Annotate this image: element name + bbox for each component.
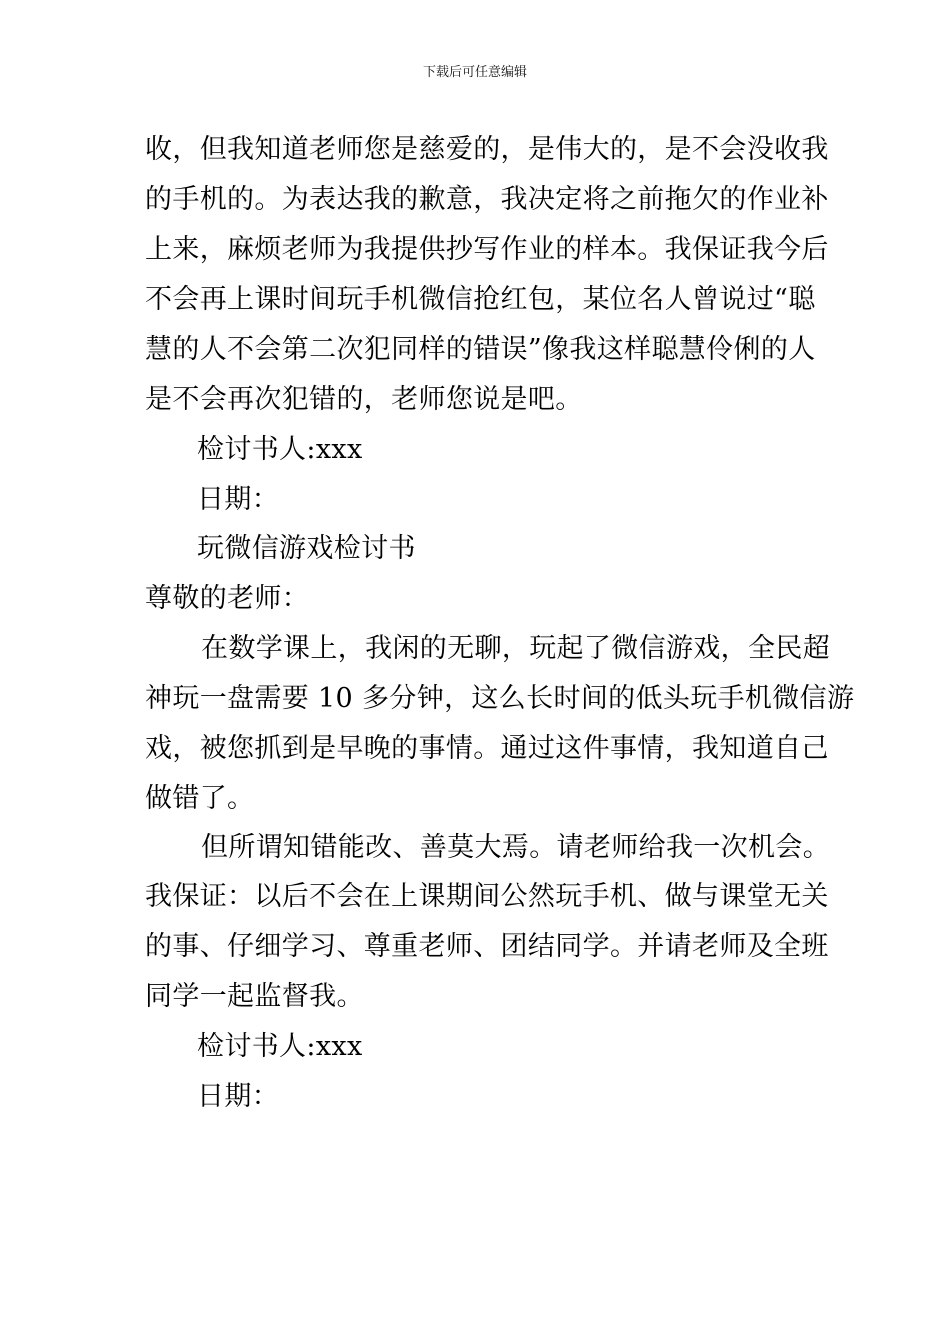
body-line: 戏，被您抓到是早晚的事情。通过这件事情，我知道自己 [145,733,829,764]
body-line: 慧的人不会第二次犯同样的错误”像我这样聪慧伶俐的人 [145,334,816,365]
body-line: 神玩一盘需要 10 多分钟，这么长时间的低头玩手机微信游 [145,683,855,714]
body-line: 在数学课上，我闲的无聊，玩起了微信游戏，全民超 [201,633,831,664]
body-line: 收，但我知道老师您是慈爱的，是伟大的，是不会没收我 [145,134,829,165]
signature-line: 检讨书人:xxx [197,1031,363,1062]
body-line: 的手机的。为表达我的歉意，我决定将之前拖欠的作业补 [145,184,829,215]
page-header-note: 下载后可任意编辑 [422,65,527,80]
date-line: 日期： [197,1081,280,1112]
body-line: 我保证：以后不会在上课期间公然玩手机、做与课堂无关 [145,881,829,912]
body-line: 但所谓知错能改、善莫大焉。请老师给我一次机会。 [201,832,831,863]
signature-line: 检讨书人:xxx [197,434,363,465]
body-line: 同学一起监督我。 [145,981,364,1012]
body-line: 不会再上课时间玩手机微信抢红包，某位名人曾说过“聪 [145,284,816,315]
body-line: 做错了。 [145,783,255,814]
body-line: 的事、仔细学习、尊重老师、团结同学。并请老师及全班 [145,931,829,962]
body-line: 上来，麻烦老师为我提供抄写作业的样本。我保证我今后 [145,234,829,265]
date-line: 日期： [197,484,280,515]
salutation: 尊敬的老师： [145,583,310,614]
document-title: 玩微信游戏检讨书 [197,533,416,564]
body-line: 是不会再次犯错的，老师您说是吧。 [145,384,583,415]
